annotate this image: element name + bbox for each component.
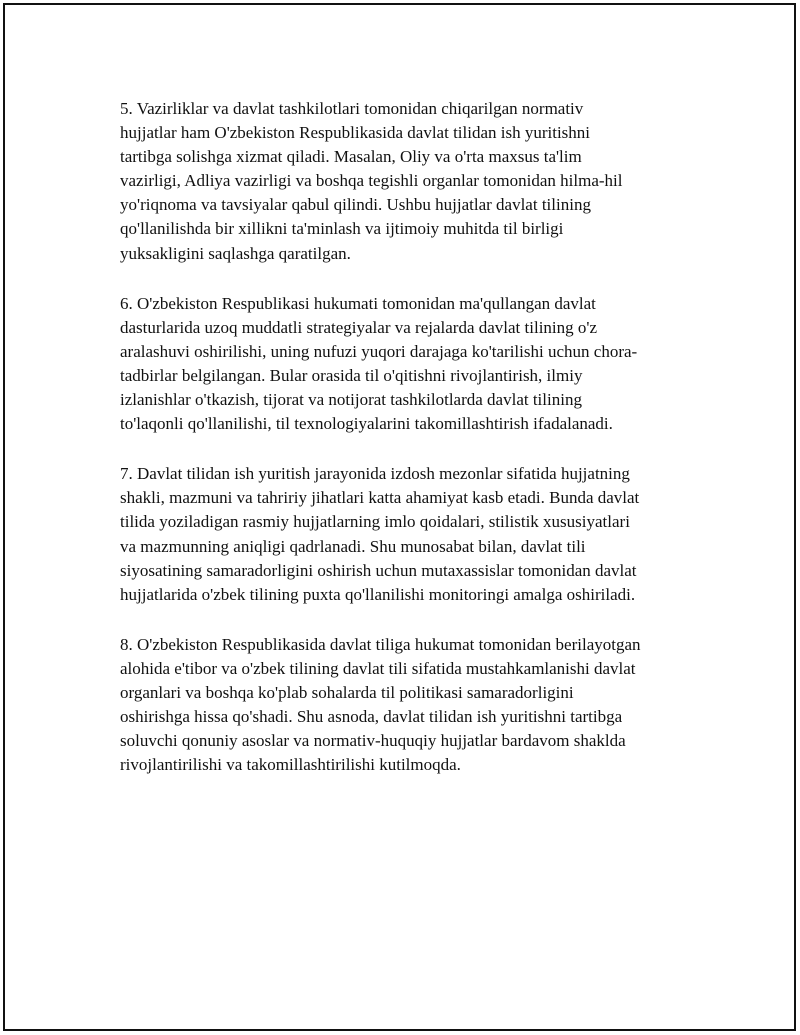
- paragraph-6: 6. O'zbekiston Respublikasi hukumati tomonidan ma'qullangan davlat dasturlarida uzoq muddatli strategiyalar va rejalarda davlat tilining o'z aralashuvi oshirilishi, uning nufuzi yuqori darajaga ko'tarilishi uchun chora- tadbirlar belgilangan. Bular orasida til o'qitishni rivojlantirish, ilmiy izlanishlar o'tkazish, tijorat va notijorat tashkilotlarda davlat tilining to'laqonli qo'llanilishi, til texnologiyalarini takomillashtirish ifadalanadi.: [120, 293, 638, 434]
- paragraph-8: 8. O'zbekiston Respublikasida davlat tiliga hukumat tomonidan berilayotgan alohida e'tibor va o'zbek tilining davlat tili sifatida mustahkamlanishi davlat organlari va boshqa ko'plab sohalarda til politikasi samaradorligini oshirishga hissa qo'shadi. Shu asnoda, davlat tilidan ish yuritishni tartibga soluvchi qonuniy asoslar va normativ-huquqiy hujjatlar bardavom shaklda rivojlantirilishi va takomillashtirilishi kutilmoqda.: [120, 634, 641, 775]
- document-body: [120, 97, 695, 803]
- page-border: [3, 3, 796, 1031]
- paragraph-5: 5. Vazirliklar va davlat tashkilotlari tomonidan chiqarilgan normativ hujjatlar ham O'zbekiston Respublikasida davlat tilidan ish yuritishni tartibga solishga xizmat qiladi. Masalan, Oliy va o'rta maxsus ta'lim vazirligi, Adliya vazirligi va boshqa tegishli organlar tomonidan hilma-hil yo'riqnoma va tavsiyalar qabul qilindi. Ushbu hujjatlar davlat tilining qo'llanilishda bir xillikni ta'minlash va ijtimoiy muhitda til birligi yuksakligini saqlashga qaratilgan.: [120, 99, 623, 263]
- paragraph-7: 7. Davlat tilidan ish yuritish jarayonida izdosh mezonlar sifatida hujjatning shakli, mazmuni va tahririy jihatlari katta ahamiyat kasb etadi. Bunda davlat tilida yoziladigan rasmiy hujjatlarning imlo qoidalari, stilistik xususiyatlari va mazmunning aniqligi qadrlanadi. Shu munosabat bilan, davlat tili siyosatining samaradorligini oshirish uchun mutaxassislar tomonidan davlat hujjatlarida o'zbek tilining puxta qo'llanilishi monitoringi amalga oshiriladi.: [120, 464, 640, 604]
